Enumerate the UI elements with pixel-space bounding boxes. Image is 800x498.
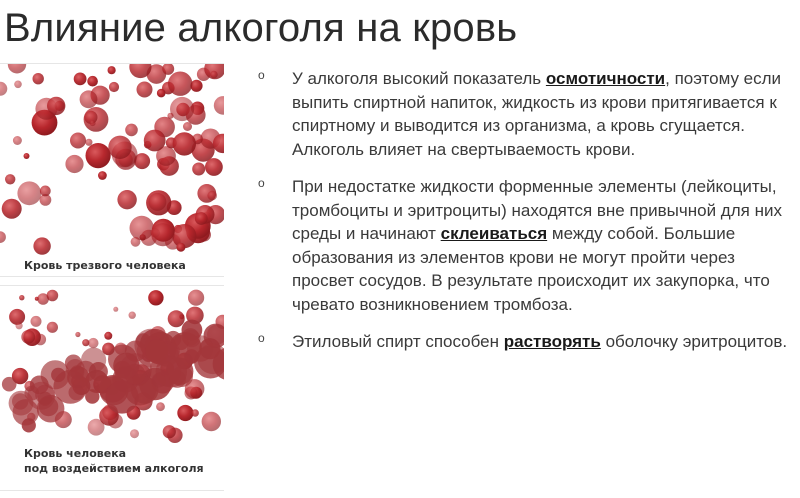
blood-cell [108,136,131,159]
blood-cell [21,330,35,344]
sober-blood-cells [0,64,224,277]
blood-cell [31,316,42,327]
blood-cell [176,243,185,252]
bullet-circle-icon: o [258,331,265,345]
blood-cell [33,237,50,254]
bullet-list [258,67,798,368]
blood-cell [148,193,166,211]
blood-cell [9,309,25,325]
blood-cell [85,139,92,146]
bullet-item [258,330,798,354]
blood-cell [24,153,30,159]
blood-cell [70,133,86,149]
blood-cell [125,124,138,137]
blood-cell [170,97,194,121]
blood-cell [131,237,141,247]
blood-cell [173,132,196,155]
blood-cell [192,163,205,176]
blood-cell [16,322,23,329]
blood-cell [87,76,98,87]
blood-cell [80,90,98,108]
blood-cell [202,412,221,431]
blood-cell [2,377,17,392]
blood-cell [5,174,15,184]
blood-cell [137,82,153,98]
blood-cell [190,80,202,92]
alcohol-blood-caption: Кровь человека под воздействием алкоголя [24,447,204,475]
blood-cell [113,307,118,312]
blood-cell [195,212,208,225]
blood-cell [88,338,98,348]
blood-cell [66,359,85,378]
blood-cell [129,312,136,319]
blood-cell [188,290,204,306]
blood-cell [168,72,192,96]
blood-cell [35,385,55,405]
bullet-text: При недостатке жидкости форменные элементы (лейкоциты, тромбоциты и эритроциты) находятся вне привычной для них среды и начинают склеиваться между собой. Большие образования из элементов крови не могут пройти через просвет сосудов. В результате происходит их закупорка, что чревато возникновением тромбоза. [292,177,782,314]
blood-cell [17,181,41,205]
blood-cell [214,96,224,115]
blood-cell [182,320,203,341]
blood-cell [69,385,85,401]
blood-cell [9,391,34,416]
blood-cell [157,89,166,98]
blood-cell [65,155,83,173]
blood-cell [75,332,80,337]
blood-cell [184,349,199,364]
blood-cell [117,190,136,209]
blood-cell [210,71,218,79]
blood-cell [98,171,107,180]
alcohol-blood-image [0,285,224,491]
keyword-link[interactable]: осмотичности [545,69,666,88]
blood-cell [151,223,174,246]
bullet-item [258,175,798,316]
blood-cell [148,290,163,305]
bullet-circle-icon: o [258,176,265,190]
blood-cell [205,158,223,176]
bullet-text: Этиловый спирт способен растворять оболочку эритроцитов. [292,332,788,351]
blood-cell [90,120,96,126]
keyword-link[interactable]: склеиваться [440,224,548,243]
blood-cell [19,295,24,300]
blood-cell [144,130,166,152]
blood-cell [168,310,185,327]
blood-cell [13,136,22,145]
blood-cell [51,368,65,382]
blood-cell [40,186,51,197]
blood-cell [207,191,217,201]
blood-cell [108,66,116,74]
bullet-item [258,67,798,161]
blood-cell [130,216,154,240]
blood-cell [163,425,176,438]
blood-cell [192,409,199,416]
bullet-text: У алкоголя высокий показатель осмотичности, поэтому если выпить спиртной напиток, жидкость из крови притягивается к спиртному и выводится из организма, а кровь сгущается. Алкоголь влияет на свертываемость крови. [292,69,782,159]
blood-cell [104,332,112,340]
blood-cell [177,405,193,421]
blood-cell [81,348,106,373]
blood-cell [8,64,26,74]
blood-cell [0,82,7,96]
blood-cell [47,322,58,333]
blood-cell [14,81,22,89]
blood-cell [156,402,165,411]
blood-cell [74,73,87,86]
blood-cell [146,340,169,363]
blood-cell [47,97,65,115]
blood-cell [130,429,139,438]
sober-blood-caption: Кровь трезвого человека [24,259,186,272]
sober-blood-image [0,63,224,277]
blood-cell [105,380,138,413]
slide-title: Влияние алкоголя на кровь [4,6,518,50]
blood-cell [0,231,6,243]
bullet-circle-icon: o [258,68,265,82]
blood-cell [2,199,22,219]
keyword-link[interactable]: растворять [503,332,601,351]
blood-cell [33,73,44,84]
blood-cell [86,143,111,168]
blood-cell [37,293,49,305]
blood-cell [109,82,119,92]
blood-cell [113,353,139,379]
